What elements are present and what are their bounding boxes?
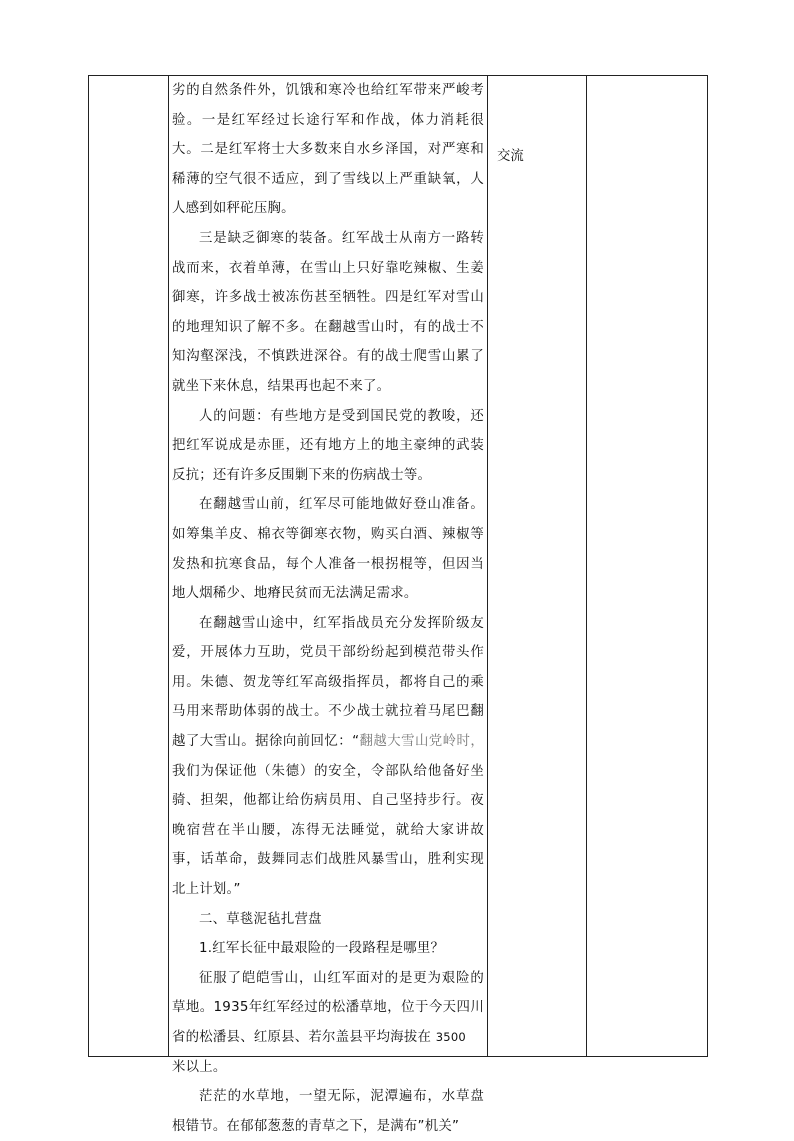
- paragraph-grassland: [172, 964, 484, 1082]
- column-divider-1: [168, 75, 169, 1057]
- quote-continued-text: 我们为保证他（朱德）的安全，令部队给他备好坐骑、担架，他都让给伤病员用、自己坚持步行。夜晚宿营在半山腰，冻得无法睡觉，就给大家讲故事，话革命，鼓舞同志们战胜风暴雪山，胜利实现北上计划。”: [172, 763, 484, 898]
- table-right-border: [707, 75, 708, 1057]
- student-activity-cell: 交流: [497, 149, 524, 164]
- question-hardest-route: 1.红军长征中最艰险的一段路程是哪里？: [199, 941, 445, 957]
- column-divider-2: [487, 75, 488, 1057]
- grassland-text: 征服了皑皑雪山，山红军面对的是更为艰险的草地。1935年红军经过的松潘草地，位于今天四川省的松潘县、红原县、若尔盖县平均海拔在: [172, 970, 484, 1045]
- paragraph-lack-of-equipment: 三是缺乏御寒的装备。红军战士从南方一路转战而来，衣着单薄，在雪山上只好靠吃辣椒、生姜御寒，许多战士被冻伤甚至牺牲。四是红军对雪山的地理知识了解不多。在翻越雪山时，有的战士不知沟壑深浅，不慎跌进深谷。有的战士爬雪山累了就坐下来休息，结果再也起不来了。: [172, 230, 484, 394]
- quote-gray-text: 翻越大雪山党岭时，: [359, 734, 485, 750]
- section-heading-grassland: 二、草毯泥毡扎营盘: [199, 911, 322, 927]
- altitude-number: 3500: [435, 1030, 466, 1044]
- mutual-help-text: 在翻越雪山途中，红军指战员充分发挥阶级友爱，开展体力互助，党员干部纷纷起到模范带头作用。朱德、贺龙等红军高级指挥员，都将自己的乘马用来帮助体弱的战士。不少战士就拉着马尾巴翻越了大雪山。据徐向前回忆：“: [172, 615, 484, 750]
- paragraph-human-problems: 人的问题：有些地方是受到国民党的教唆，还把红军说成是赤匪，还有地方上的地主豪绅的武装反抗；还有许多反围剿下来的伤病战士等。: [172, 408, 484, 483]
- column-divider-3: [586, 75, 587, 1057]
- paragraph-swamp: 茫茫的水草地，一望无际，泥潭遍布，水草盘根错节。在郁郁葱葱的青草之下，是满布”机关”: [172, 1089, 484, 1134]
- paragraph-preparation: 在翻越雪山前，红军尽可能地做好登山准备。如筹集羊皮、棉衣等御寒衣物，购买白酒、辣椒等发热和抗寒食品，每个人准备一根拐棍等，但因当地人烟稀少、地瘠民贫而无法满足需求。: [172, 497, 484, 602]
- paragraph-natural-conditions: 劣的自然条件外，饥饿和寒冷也给红军带来严峻考验。一是红军经过长途行军和作战，体力消耗很大。二是红军将士大多数来自水乡泽国，对严寒和稀薄的空气很不适应，到了雪线以上严重缺氧，人人感到如秤砣压胸。: [172, 83, 484, 217]
- paragraph-mutual-help: [172, 609, 484, 905]
- table-left-border: [88, 75, 89, 1057]
- grassland-text-end: 米以上。: [172, 1059, 227, 1075]
- teaching-content-cell: [172, 76, 484, 1141]
